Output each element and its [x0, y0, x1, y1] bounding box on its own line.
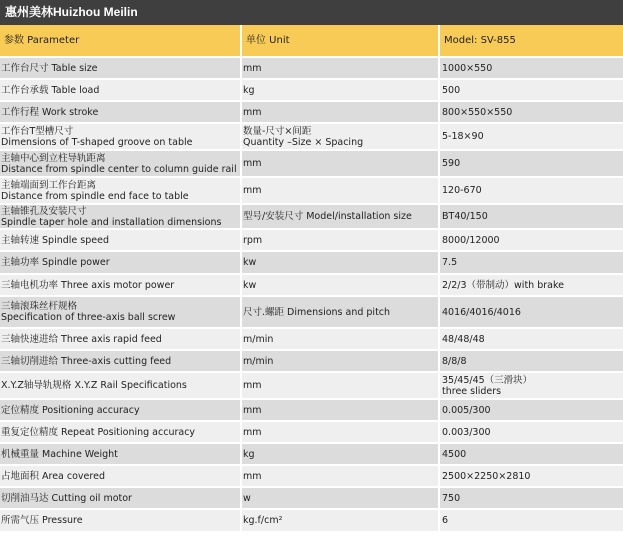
param-cell [0, 123, 241, 150]
value-cell-line: 7.5 [442, 257, 458, 268]
value-cell [439, 443, 623, 465]
param-cell-line: 工作行程 Work stroke [1, 106, 99, 118]
param-cell-line: 机械重量 Machine Weight [1, 448, 118, 460]
column-header-parameter: 参数 Parameter [0, 25, 241, 57]
unit-cell [241, 101, 439, 123]
value-cell [439, 123, 623, 150]
unit-cell-line: mm [243, 380, 262, 391]
page-title: 惠州美林Huizhou Meilin [0, 0, 623, 25]
table-row [0, 399, 623, 421]
param-cell [0, 296, 241, 328]
param-cell [0, 399, 241, 421]
spec-table [0, 25, 623, 533]
table-row [0, 465, 623, 487]
value-cell-line: 8/8/8 [442, 355, 467, 367]
value-cell-line: 35/45/45（三滑块） [442, 374, 533, 386]
table-row [0, 296, 623, 328]
value-cell-line: 0.005/300 [442, 404, 491, 416]
value-cell-line: 4500 [442, 448, 467, 460]
value-cell-line: 2500×2250×2810 [442, 470, 531, 482]
param-cell-line: 切削油马达 Cutting oil motor [1, 492, 132, 504]
value-cell [439, 204, 623, 229]
unit-cell [241, 177, 439, 204]
param-cell-line: Spindle taper hole and installation dimensions [1, 216, 222, 228]
unit-cell-line: m/min [243, 355, 274, 367]
table-header-row [0, 25, 623, 57]
table-row [0, 123, 623, 150]
param-cell [0, 177, 241, 204]
table-row [0, 487, 623, 509]
param-cell [0, 150, 241, 177]
unit-cell-line: 尺寸.螺距 Dimensions and pitch [243, 306, 391, 318]
unit-cell-line: mm [243, 106, 262, 118]
value-cell-line: 120-670 [442, 185, 482, 196]
value-cell [439, 101, 623, 123]
unit-cell-line: w [243, 492, 251, 504]
value-cell-line: 8000/12000 [442, 234, 500, 246]
param-cell [0, 487, 241, 509]
table-row [0, 177, 623, 204]
table-row [0, 79, 623, 101]
value-cell [439, 399, 623, 421]
param-cell-line: Distance from spindle end face to table [1, 190, 189, 202]
param-cell-line: X.Y.Z轴导轨规格 X.Y.Z Rail Specifications [1, 380, 187, 391]
param-cell-line: 三轴电机功率 Three axis motor power [1, 279, 175, 291]
value-cell [439, 350, 623, 372]
param-cell-line: 工作台T型槽尺寸 [1, 125, 74, 137]
table-row [0, 328, 623, 350]
table-row [0, 274, 623, 296]
param-cell-line: 工作台尺寸 Table size [1, 62, 98, 74]
unit-cell-line: 型号/安装尺寸 Model/installation size [243, 211, 412, 222]
value-cell [439, 465, 623, 487]
unit-cell [241, 443, 439, 465]
unit-cell-line: mm [243, 470, 262, 482]
value-cell [439, 274, 623, 296]
value-cell-line: 500 [442, 84, 461, 96]
value-cell [439, 421, 623, 443]
param-cell [0, 421, 241, 443]
unit-cell [241, 251, 439, 274]
value-cell [439, 487, 623, 509]
param-cell [0, 350, 241, 372]
value-cell-line: 750 [442, 492, 461, 504]
unit-cell [241, 150, 439, 177]
value-cell [439, 251, 623, 274]
value-cell [439, 150, 623, 177]
unit-cell-line: kw [243, 279, 257, 291]
value-cell-line: 590 [442, 158, 461, 169]
param-cell [0, 509, 241, 532]
table-row [0, 150, 623, 177]
unit-cell [241, 123, 439, 150]
unit-cell [241, 204, 439, 229]
unit-cell [241, 296, 439, 328]
param-cell [0, 328, 241, 350]
value-cell-line: 2/2/3（带制动）with brake [442, 279, 564, 291]
value-cell [439, 509, 623, 532]
value-cell-line: 1000×550 [442, 62, 493, 74]
table-row [0, 251, 623, 274]
param-cell [0, 79, 241, 101]
param-cell-line: 所需气压 Pressure [1, 515, 83, 526]
table-row [0, 350, 623, 372]
param-cell [0, 57, 241, 79]
table-row [0, 372, 623, 399]
unit-cell [241, 399, 439, 421]
value-cell-line: 4016/4016/4016 [442, 306, 521, 318]
value-cell [439, 57, 623, 79]
unit-cell-line: kg [243, 84, 255, 96]
param-cell-line: 三轴切削进给 Three-axis cutting feed [1, 355, 172, 367]
param-cell-line: 工作台承载 Table load [1, 84, 100, 96]
value-cell-line: 6 [442, 515, 449, 526]
unit-cell-line: m/min [243, 333, 274, 345]
unit-cell-line: mm [243, 158, 262, 169]
param-cell [0, 274, 241, 296]
unit-cell-line: rpm [243, 234, 263, 246]
table-row [0, 57, 623, 79]
unit-cell [241, 229, 439, 251]
column-header-model: Model: SV-855 [439, 25, 623, 57]
unit-cell-line: mm [243, 426, 262, 438]
param-cell-line: 重复定位精度 Repeat Positioning accuracy [1, 426, 196, 438]
param-cell [0, 372, 241, 399]
param-cell [0, 251, 241, 274]
param-cell-line: Distance from spindle center to column guide rail [1, 163, 237, 175]
unit-cell [241, 372, 439, 399]
table-row [0, 204, 623, 229]
value-cell-line: 5-18×90 [442, 131, 484, 142]
value-cell-line: 800×550×550 [442, 106, 513, 118]
value-cell-line: 48/48/48 [442, 333, 485, 345]
value-cell-line: BT40/150 [442, 211, 488, 222]
unit-cell [241, 421, 439, 443]
param-cell-line: 主轴端面到工作台距离 [1, 179, 97, 191]
param-cell [0, 229, 241, 251]
table-row [0, 229, 623, 251]
value-cell [439, 177, 623, 204]
unit-cell-line: 数量-尺寸×间距 [243, 125, 312, 137]
value-cell [439, 296, 623, 328]
param-cell-line: 主轴功率 Spindle power [1, 257, 110, 268]
param-cell [0, 101, 241, 123]
unit-cell-line: kg.f/cm² [243, 515, 283, 526]
param-cell-line: Specification of three-axis ball screw [1, 312, 176, 323]
table-row [0, 509, 623, 532]
table-row [0, 443, 623, 465]
unit-cell [241, 79, 439, 101]
value-cell [439, 372, 623, 399]
param-cell [0, 204, 241, 229]
param-cell [0, 465, 241, 487]
unit-cell [241, 57, 439, 79]
param-cell-line: Dimensions of T-shaped groove on table [1, 136, 193, 148]
unit-cell-line: Quantity –Size × Spacing [243, 136, 364, 148]
spec-table-body [0, 57, 623, 532]
unit-cell-line: mm [243, 185, 262, 196]
unit-cell-line: kg [243, 448, 255, 460]
unit-cell [241, 350, 439, 372]
param-cell-line: 主轴中心到立柱导轨距离 [1, 152, 106, 164]
table-row [0, 421, 623, 443]
value-cell [439, 79, 623, 101]
value-cell [439, 328, 623, 350]
param-cell [0, 443, 241, 465]
value-cell [439, 229, 623, 251]
unit-cell-line: mm [243, 62, 262, 74]
param-cell-line: 占地面积 Area covered [1, 470, 105, 482]
column-header-unit: 单位 Unit [241, 25, 439, 57]
value-cell-line: 0.003/300 [442, 426, 491, 438]
unit-cell [241, 274, 439, 296]
param-cell-line: 主轴锥孔及安装尺寸 [1, 205, 87, 217]
param-cell-line: 定位精度 Positioning accuracy [1, 404, 140, 416]
param-cell-line: 三轴快速进给 Three axis rapid feed [1, 333, 162, 345]
param-cell-line: 三轴滚珠丝杆规格 [1, 301, 78, 312]
unit-cell-line: mm [243, 404, 262, 416]
unit-cell [241, 487, 439, 509]
unit-cell [241, 328, 439, 350]
unit-cell [241, 465, 439, 487]
value-cell-line: three sliders [442, 385, 502, 397]
unit-cell [241, 509, 439, 532]
param-cell-line: 主轴转速 Spindle speed [1, 234, 109, 246]
unit-cell-line: kw [243, 257, 257, 268]
table-row [0, 101, 623, 123]
